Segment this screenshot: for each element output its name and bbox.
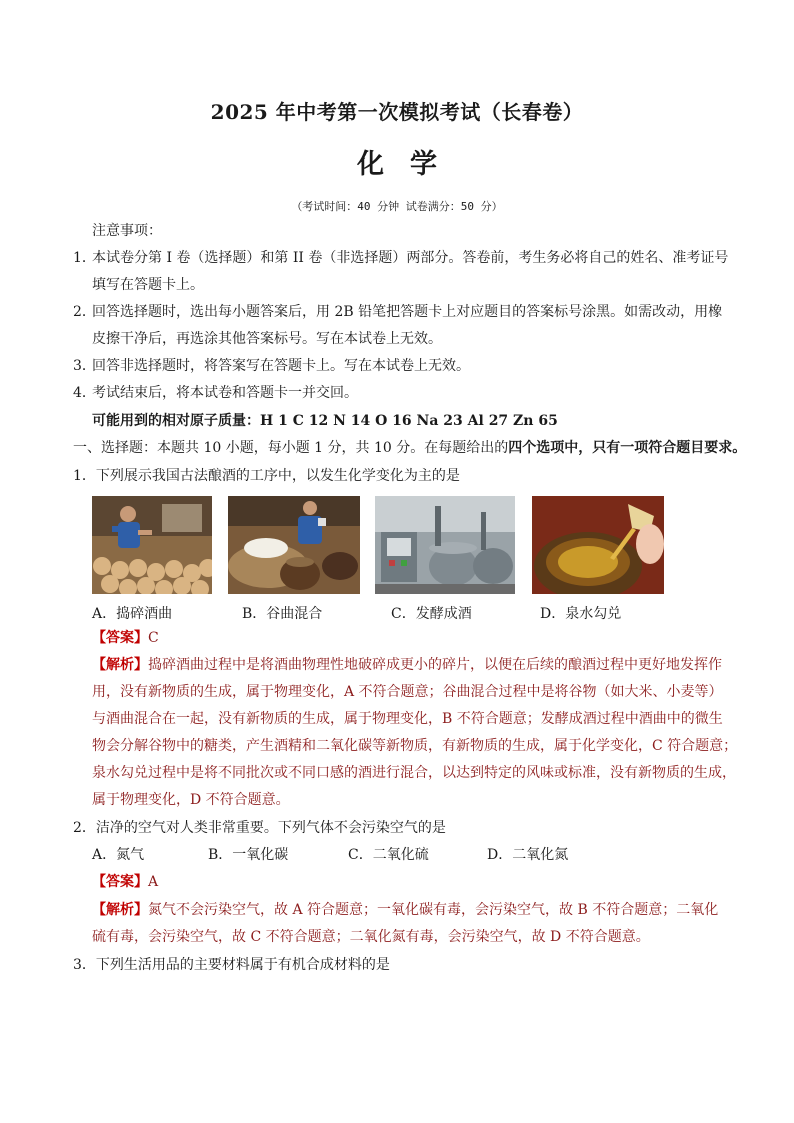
section-heading-rest: ，只有一项符合题目要求。 xyxy=(578,440,747,456)
q2-option-a: A．氮气 xyxy=(92,847,145,863)
q1-analysis-label: 【解析】 xyxy=(92,657,148,673)
q3-stem: 3．下列生活用品的主要材料属于有机合成材料的是 xyxy=(73,957,390,973)
notice-item-3-num: 3． xyxy=(73,358,96,374)
notice-item-3-line1: 回答非选择题时，将答案写在答题卡上。写在本试卷上无效。 xyxy=(92,358,470,374)
section-heading xyxy=(73,435,746,462)
section-heading-prefix: 一、选择题： xyxy=(73,440,157,456)
section-heading-text: 本题共 10 小题，每小题 1 分，共 10 分。在每题给出的 xyxy=(157,440,509,456)
q2-analysis-line-2: 硫有毒，会污染空气，故 C 不符合题意；二氧化氮有毒，会污染空气，故 D 不符合题意。 xyxy=(92,929,650,945)
notice-item-1-line2: 填写在答题卡上。 xyxy=(92,277,204,293)
q2-analysis-text-1: 氮气不会污染空气，故 A 符合题意；一氧化碳有毒，会污染空气，故 B 不符合题意；二氧化 xyxy=(148,902,719,918)
q1-image-a xyxy=(92,496,212,594)
q2-answer-value: A xyxy=(148,874,159,890)
q1-answer-label: 【答案】 xyxy=(92,630,148,646)
atomic-mass-line: 可能用到的相对原子质量：H 1 C 12 N 14 O 16 Na 23 Al 27 Zn 65 xyxy=(92,413,558,429)
q1-analysis-line-3: 与酒曲混合在一起，没有新物质的生成，属于物理变化，B 不符合题意；发酵成酒过程中酒曲中的微生 xyxy=(92,711,723,727)
notice-item-4-line1: 考试结束后，将本试卷和答题卡一并交回。 xyxy=(92,385,358,401)
q1-analysis-line-5: 泉水勾兑过程中是将不同批次或不同口感的酒进行混合，以达到特定的风味或标准，没有新物质的生成， xyxy=(92,765,736,781)
q1-option-a: A．捣碎酒曲 xyxy=(92,606,173,622)
notice-item-1-num: 1． xyxy=(73,250,96,266)
q1-option-d: D．泉水勾兑 xyxy=(540,606,622,622)
q1-stem: 1．下列展示我国古法酿酒的工序中，以发生化学变化为主的是 xyxy=(73,468,460,484)
q1-analysis-text-1: 捣碎酒曲过程中是将酒曲物理性地破碎成更小的碎片，以便在后续的酿酒过程中更好地发挥作 xyxy=(148,657,722,673)
q1-image-c xyxy=(375,496,515,594)
q2-analysis-line-1 xyxy=(92,897,718,924)
q2-option-c: C．二氧化硫 xyxy=(348,847,429,863)
notice-item-2-line2: 皮擦干净后，再选涂其他答案标号。写在本试卷上无效。 xyxy=(92,331,442,347)
notice-item-2-line1: 回答选择题时，选出每小题答案后，用 2B 铅笔把答题卡上对应题目的答案标号涂黑。如需改动，用橡 xyxy=(92,304,723,320)
notice-heading: 注意事项： xyxy=(92,223,162,239)
notice-item-4-num: 4． xyxy=(73,385,96,401)
q2-analysis-label: 【解析】 xyxy=(92,902,148,918)
q1-image-b xyxy=(228,496,360,594)
q1-option-b: B．谷曲混合 xyxy=(242,606,323,622)
exam-title: 2025 年中考第一次模拟考试（长春卷） xyxy=(210,100,584,124)
q1-answer xyxy=(92,625,159,652)
q1-answer-value: C xyxy=(148,630,159,646)
q2-answer-label: 【答案】 xyxy=(92,874,148,890)
q2-option-d: D．二氧化氮 xyxy=(487,847,569,863)
subject-title: 化学 xyxy=(357,149,463,180)
q1-analysis-line-4: 物会分解谷物中的糖类，产生酒精和二氧化碳等新物质，有新物质的生成，属于化学变化，C 符合题意； xyxy=(92,738,738,754)
q1-analysis-line-1 xyxy=(92,652,722,679)
notice-item-2-num: 2． xyxy=(73,304,96,320)
q1-analysis-line-2: 用，没有新物质的生成，属于物理变化，A 不符合题意；谷曲混合过程中是将谷物（如大米、小麦等） xyxy=(92,684,723,700)
q2-answer xyxy=(92,869,158,896)
q2-option-b: B．一氧化碳 xyxy=(208,847,289,863)
exam-info: （考试时间：40 分钟 试卷满分：50 分） xyxy=(291,200,503,213)
q1-analysis-line-6: 属于物理变化，D 不符合题意。 xyxy=(92,792,290,808)
q2-stem: 2．洁净的空气对人类非常重要。下列气体不会污染空气的是 xyxy=(73,820,446,836)
q1-option-c: C．发酵成酒 xyxy=(391,606,472,622)
q1-image-d xyxy=(532,496,664,594)
section-heading-bold: 四个选项中 xyxy=(508,440,579,456)
notice-item-1-line1: 本试卷分第 I 卷（选择题）和第 II 卷（非选择题）两部分。答卷前，考生务必将自己的姓名、准考证号 xyxy=(92,250,729,266)
q1-image-row xyxy=(92,496,672,596)
